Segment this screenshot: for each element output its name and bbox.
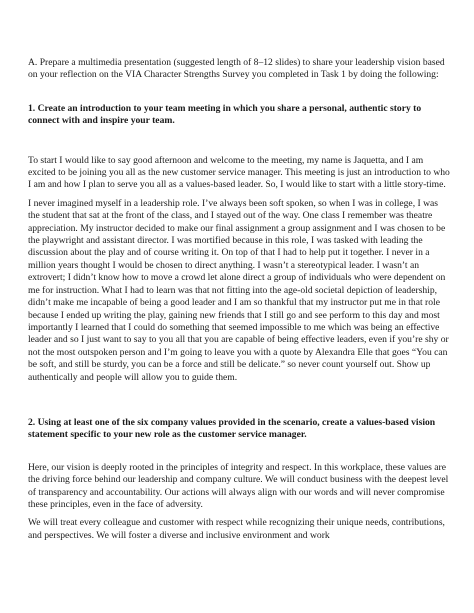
section-2-heading: 2. Using at least one of the six company values provided in the scenario, create a values-based vision statement specific to your new role as the customer service manager. [28,416,436,441]
assignment-prompt: A. Prepare a multimedia presentation (suggested length of 8–12 slides) to share your leadership vision based on your reflection on the VIA Character Strengths Survey you completed in Task 1 by doing the following: [28,57,445,81]
respect-paragraph: We will treat every colleague and customer with respect while recognizing their unique needs, contributions, and perspectives. We will foster a diverse and inclusive environment and work [28,517,445,541]
introduction-paragraph: To start I would like to say good afternoon and welcome to the meeting, my name is Jaquetta, and I am excited to be joining you all as the new customer service manager. This meeting is just an introduction to who I am and how I plan to serve you all as a values-based leader. So, I would like to start with a little story-time. [28,154,450,191]
story-paragraph: I never imagined myself in a leadership role. I’ve always been soft spoken, so when I was in college, I was the student that sat at the front of the class, and I stayed out of the way. One class I remember was theatre appreciation. My instructor decided to make our final assignment a group assignment and I was chosen to be the playwright and assistant director. I was mortified because in this role, I was tasked with leading the discussion about the play and of course writing it. On top of that I had to help put it together. I never in a million years thought I would be chosen to direct anything. I wasn’t a stereotypical leader. I wasn’t an extrovert; I didn’t know how to move a crowd let alone direct a group of individuals who were dependent on me for instruction. What I had to learn was that not fitting into the age-old societal depiction of leadership, didn’t make me incapable of being a good leader and I am so thankful that my instructor put me in that role because I ended up writing the play, gaining new friends that I still go and see perform to this day and most importantly I learned that I could do something that seemed impossible to me which was being an effective leader and so I just want to say to you all that you are capable of being effective leaders, even if you’re shy or not the most outspoken person and I’m going to leave you with a quote by Alexandra Elle that goes “You can be soft, and still be sturdy, you can be a force and still be delicate.” so never count yourself out. Show up authentically and people will allow you to guide them. [28,197,449,383]
document-content [28,57,452,548]
vision-paragraph: Here, our vision is deeply rooted in the principles of integrity and respect. In this workplace, these values are the driving force behind our leadership and company culture. We will conduct business with the deepest level of transparency and accountability. Our actions will always align with our words and will never compromise these principles, even in the face of adversity. [28,461,449,510]
section-1-heading: 1. Create an introduction to your team meeting in which you share a personal, authentic story to connect with and inspire your team. [28,102,422,127]
